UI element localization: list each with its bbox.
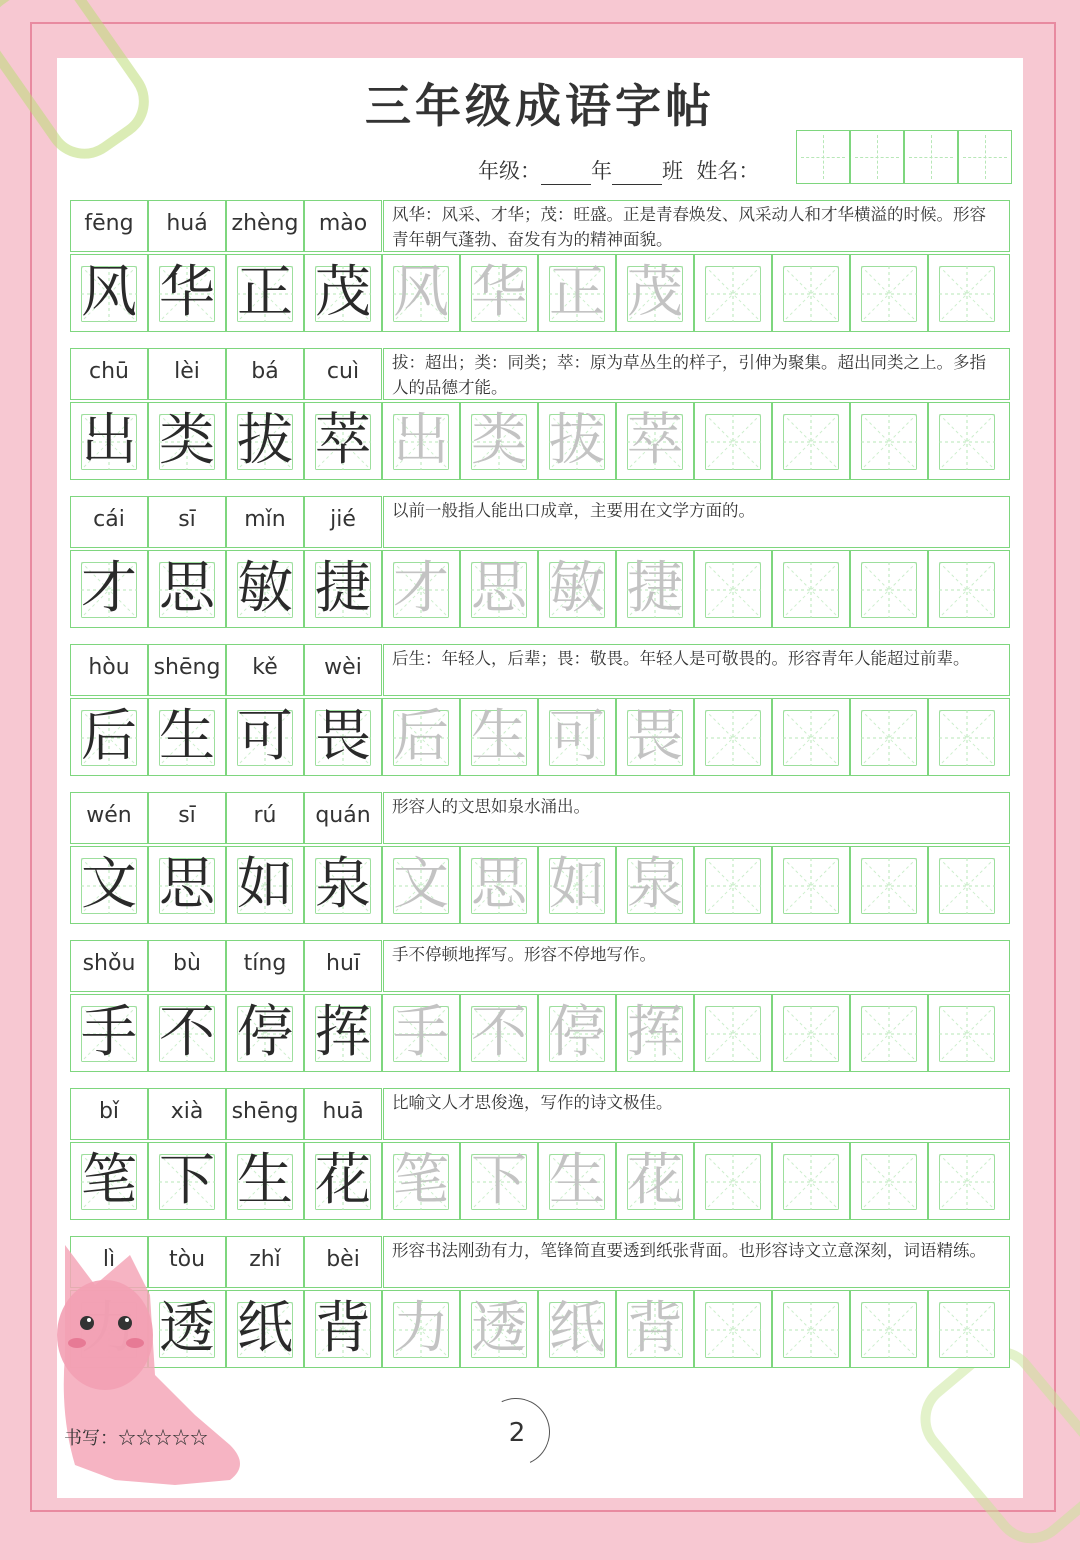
idiom-explanation: 后生：年轻人，后辈；畏：敬畏。年轻人是可敬畏的。形容青年人能超过前辈。 — [383, 644, 1010, 696]
pinyin-row — [70, 348, 1010, 400]
character-cell — [616, 402, 694, 480]
pinyin-cell: bǐ — [70, 1088, 148, 1140]
model-character: 纸 — [237, 1296, 293, 1361]
model-character: 可 — [237, 704, 293, 769]
character-cell — [382, 1142, 460, 1220]
idiom-explanation: 手不停顿地挥写。形容不停地写作。 — [383, 940, 1010, 992]
model-character: 思 — [159, 556, 215, 621]
model-character: 拔 — [237, 408, 293, 473]
trace-character: 力 — [393, 1296, 449, 1361]
character-cell — [70, 402, 148, 480]
practice-cell[interactable] — [850, 254, 928, 332]
pinyin-cell: shēng — [148, 644, 226, 696]
character-cell — [538, 698, 616, 776]
character-cell — [226, 994, 304, 1072]
character-cell — [382, 402, 460, 480]
pinyin-cell: shǒu — [70, 940, 148, 992]
rating-label: 书写：☆☆☆☆☆ — [64, 1428, 208, 1449]
model-character: 萃 — [315, 408, 371, 473]
character-row — [70, 1142, 1010, 1220]
model-character: 如 — [237, 852, 293, 917]
character-cell — [460, 550, 538, 628]
character-cell — [382, 1290, 460, 1368]
idiom-block — [70, 940, 1010, 1073]
character-cell — [460, 1142, 538, 1220]
character-cell — [148, 550, 226, 628]
trace-character: 风 — [393, 260, 449, 325]
character-cell — [70, 1142, 148, 1220]
idiom-block — [70, 200, 1010, 333]
character-row — [70, 550, 1010, 628]
model-character: 生 — [159, 704, 215, 769]
name-box[interactable] — [796, 130, 850, 184]
practice-cell[interactable] — [772, 994, 850, 1072]
pinyin-row — [70, 644, 1010, 696]
character-cell — [538, 1142, 616, 1220]
character-cell — [460, 698, 538, 776]
character-cell — [148, 994, 226, 1072]
character-cell — [538, 402, 616, 480]
trace-character: 下 — [471, 1148, 527, 1213]
idiom-explanation: 形容人的文思如泉水涌出。 — [383, 792, 1010, 844]
idiom-block — [70, 348, 1010, 481]
trace-character: 华 — [471, 260, 527, 325]
character-cell — [70, 698, 148, 776]
practice-cell[interactable] — [694, 994, 772, 1072]
character-cell — [148, 846, 226, 924]
trace-character: 后 — [393, 704, 449, 769]
pinyin-row — [70, 792, 1010, 844]
pinyin-cell: tòu — [148, 1236, 226, 1288]
model-character: 挥 — [315, 1000, 371, 1065]
character-cell — [460, 994, 538, 1072]
idiom-explanation: 拔：超出；类：同类；萃：原为草丛生的样子，引伸为聚集。超出同类之上。多指人的品德才能。 — [383, 348, 1010, 400]
trace-character: 挥 — [627, 1000, 683, 1065]
pinyin-cell: rú — [226, 792, 304, 844]
character-cell — [538, 1290, 616, 1368]
name-box[interactable] — [958, 130, 1012, 184]
model-character: 畏 — [315, 704, 371, 769]
model-character: 笔 — [81, 1148, 137, 1213]
character-cell — [304, 698, 382, 776]
practice-cell[interactable] — [850, 846, 928, 924]
practice-cell[interactable] — [850, 698, 928, 776]
name-label: 姓名： — [696, 159, 760, 183]
trace-character: 生 — [471, 704, 527, 769]
model-character: 下 — [159, 1148, 215, 1213]
name-boxes[interactable] — [796, 130, 1012, 184]
pinyin-cell: bù — [148, 940, 226, 992]
practice-cell[interactable] — [772, 1142, 850, 1220]
trace-character: 类 — [471, 408, 527, 473]
model-character: 花 — [315, 1148, 371, 1213]
trace-character: 手 — [393, 1000, 449, 1065]
practice-cell[interactable] — [694, 698, 772, 776]
trace-character: 如 — [549, 852, 605, 917]
model-character: 思 — [159, 852, 215, 917]
pinyin-cell: bèi — [304, 1236, 382, 1288]
character-cell — [538, 550, 616, 628]
practice-cell[interactable] — [694, 846, 772, 924]
character-cell — [226, 402, 304, 480]
pinyin-row — [70, 496, 1010, 548]
character-row — [70, 254, 1010, 332]
page-title: 三年级成语字帖 — [365, 79, 715, 133]
character-cell — [304, 994, 382, 1072]
character-cell — [616, 1142, 694, 1220]
character-cell — [382, 994, 460, 1072]
model-character: 华 — [159, 260, 215, 325]
model-character: 背 — [315, 1296, 371, 1361]
practice-cell[interactable] — [850, 402, 928, 480]
character-cell — [460, 402, 538, 480]
pinyin-row — [70, 1088, 1010, 1140]
pinyin-cell: sī — [148, 496, 226, 548]
practice-cell[interactable] — [850, 994, 928, 1072]
practice-cell[interactable] — [850, 1142, 928, 1220]
idiom-block — [70, 644, 1010, 777]
practice-cell[interactable] — [694, 402, 772, 480]
class-label: 班 — [662, 159, 683, 183]
character-cell — [616, 550, 694, 628]
pinyin-cell: lì — [70, 1236, 148, 1288]
character-cell — [148, 402, 226, 480]
trace-character: 背 — [627, 1296, 683, 1361]
practice-cell[interactable] — [928, 550, 1010, 628]
model-character: 透 — [159, 1296, 215, 1361]
character-row — [70, 994, 1010, 1072]
pinyin-cell: huá — [148, 200, 226, 252]
practice-cell[interactable] — [928, 1290, 1010, 1368]
character-row — [70, 402, 1010, 480]
character-cell — [304, 550, 382, 628]
practice-cell[interactable] — [772, 698, 850, 776]
character-cell — [226, 550, 304, 628]
character-cell — [304, 254, 382, 332]
character-cell — [538, 846, 616, 924]
character-cell — [460, 254, 538, 332]
practice-cell[interactable] — [772, 1290, 850, 1368]
pinyin-cell: shēng — [226, 1088, 304, 1140]
page-number: 2 — [508, 1418, 526, 1448]
trace-character: 捷 — [627, 556, 683, 621]
character-cell — [304, 846, 382, 924]
trace-character: 拔 — [549, 408, 605, 473]
pinyin-cell: tíng — [226, 940, 304, 992]
model-character: 捷 — [315, 556, 371, 621]
trace-character: 萃 — [627, 408, 683, 473]
model-character: 茂 — [315, 260, 371, 325]
character-cell — [616, 698, 694, 776]
practice-cell[interactable] — [694, 550, 772, 628]
character-cell — [616, 994, 694, 1072]
name-box[interactable] — [850, 130, 904, 184]
pinyin-cell: cuì — [304, 348, 382, 400]
character-cell — [148, 698, 226, 776]
character-cell — [70, 254, 148, 332]
character-cell — [70, 550, 148, 628]
character-cell — [616, 846, 694, 924]
practice-cell[interactable] — [694, 254, 772, 332]
pinyin-row — [70, 940, 1010, 992]
trace-character: 笔 — [393, 1148, 449, 1213]
character-cell — [616, 254, 694, 332]
trace-character: 泉 — [627, 852, 683, 917]
pinyin-cell: kě — [226, 644, 304, 696]
character-cell — [460, 1290, 538, 1368]
pinyin-cell: mào — [304, 200, 382, 252]
practice-cell[interactable] — [694, 1290, 772, 1368]
practice-cell[interactable] — [772, 846, 850, 924]
grade-blank[interactable] — [541, 166, 591, 185]
character-cell — [148, 254, 226, 332]
trace-character: 畏 — [627, 704, 683, 769]
character-cell — [226, 1142, 304, 1220]
character-cell — [226, 698, 304, 776]
idiom-explanation: 风华：风采、才华；茂：旺盛。正是青春焕发、风采动人和才华横溢的时候。形容青年朝气蓬勃、奋发有为的精神面貌。 — [383, 200, 1010, 252]
trace-character: 敏 — [549, 556, 605, 621]
pinyin-cell: sī — [148, 792, 226, 844]
pinyin-cell: hòu — [70, 644, 148, 696]
pinyin-row — [70, 200, 1010, 252]
character-cell — [382, 846, 460, 924]
model-character: 风 — [81, 260, 137, 325]
practice-cell[interactable] — [850, 550, 928, 628]
practice-cell[interactable] — [694, 1142, 772, 1220]
character-row — [70, 698, 1010, 776]
model-character: 才 — [81, 556, 137, 621]
model-character: 正 — [237, 260, 293, 325]
character-cell — [226, 254, 304, 332]
class-blank[interactable] — [612, 166, 662, 185]
trace-character: 不 — [471, 1000, 527, 1065]
character-cell — [226, 846, 304, 924]
model-character: 文 — [81, 852, 137, 917]
model-character: 泉 — [315, 852, 371, 917]
pinyin-cell: lèi — [148, 348, 226, 400]
trace-character: 出 — [393, 408, 449, 473]
pinyin-cell: fēng — [70, 200, 148, 252]
model-character: 不 — [159, 1000, 215, 1065]
pinyin-cell: wèi — [304, 644, 382, 696]
trace-character: 思 — [471, 556, 527, 621]
practice-cell[interactable] — [928, 402, 1010, 480]
pinyin-cell: huī — [304, 940, 382, 992]
trace-character: 思 — [471, 852, 527, 917]
practice-cell[interactable] — [772, 254, 850, 332]
model-character: 生 — [237, 1148, 293, 1213]
trace-character: 文 — [393, 852, 449, 917]
character-cell — [460, 846, 538, 924]
pinyin-cell: chū — [70, 348, 148, 400]
character-cell — [616, 1290, 694, 1368]
character-row — [70, 846, 1010, 924]
character-cell — [538, 994, 616, 1072]
character-cell — [70, 994, 148, 1072]
practice-cell[interactable] — [772, 550, 850, 628]
idiom-block — [70, 1088, 1010, 1221]
pinyin-cell: quán — [304, 792, 382, 844]
pinyin-cell: jié — [304, 496, 382, 548]
character-cell — [382, 550, 460, 628]
idiom-explanation: 形容书法刚劲有力，笔锋简直要透到纸张背面。也形容诗文立意深刻，词语精练。 — [383, 1236, 1010, 1288]
idiom-block — [70, 792, 1010, 925]
pinyin-cell: huā — [304, 1088, 382, 1140]
character-cell — [382, 254, 460, 332]
idiom-explanation: 以前一般指人能出口成章，主要用在文学方面的。 — [383, 496, 1010, 548]
practice-cell[interactable] — [928, 846, 1010, 924]
cat-illustration — [55, 1215, 255, 1505]
year-label: 年 — [591, 159, 612, 183]
trace-character: 茂 — [627, 260, 683, 325]
trace-character: 正 — [549, 260, 605, 325]
name-box[interactable] — [904, 130, 958, 184]
model-character: 停 — [237, 1000, 293, 1065]
model-character: 敏 — [237, 556, 293, 621]
model-character: 后 — [81, 704, 137, 769]
pinyin-cell: mǐn — [226, 496, 304, 548]
model-character: 出 — [81, 408, 137, 473]
character-cell — [304, 1142, 382, 1220]
trace-character: 可 — [549, 704, 605, 769]
model-character: 手 — [81, 1000, 137, 1065]
idiom-block — [70, 496, 1010, 629]
practice-cell[interactable] — [928, 1142, 1010, 1220]
trace-character: 生 — [549, 1148, 605, 1213]
idiom-explanation: 比喻文人才思俊逸，写作的诗文极佳。 — [383, 1088, 1010, 1140]
pinyin-cell: bá — [226, 348, 304, 400]
practice-cell[interactable] — [850, 1290, 928, 1368]
character-cell — [538, 254, 616, 332]
character-cell — [304, 1290, 382, 1368]
practice-cell[interactable] — [772, 402, 850, 480]
trace-character: 透 — [471, 1296, 527, 1361]
pinyin-cell: zhèng — [226, 200, 304, 252]
practice-cell[interactable] — [928, 698, 1010, 776]
student-info — [478, 155, 759, 185]
pinyin-cell: zhǐ — [226, 1236, 304, 1288]
pinyin-cell: wén — [70, 792, 148, 844]
pinyin-cell: xià — [148, 1088, 226, 1140]
grade-label: 年级： — [478, 159, 541, 183]
character-cell — [70, 846, 148, 924]
trace-character: 才 — [393, 556, 449, 621]
trace-character: 花 — [627, 1148, 683, 1213]
character-cell — [304, 402, 382, 480]
model-character: 类 — [159, 408, 215, 473]
character-cell — [148, 1142, 226, 1220]
trace-character: 停 — [549, 1000, 605, 1065]
trace-character: 纸 — [549, 1296, 605, 1361]
practice-cell[interactable] — [928, 994, 1010, 1072]
practice-cell[interactable] — [928, 254, 1010, 332]
character-cell — [382, 698, 460, 776]
pinyin-cell: cái — [70, 496, 148, 548]
